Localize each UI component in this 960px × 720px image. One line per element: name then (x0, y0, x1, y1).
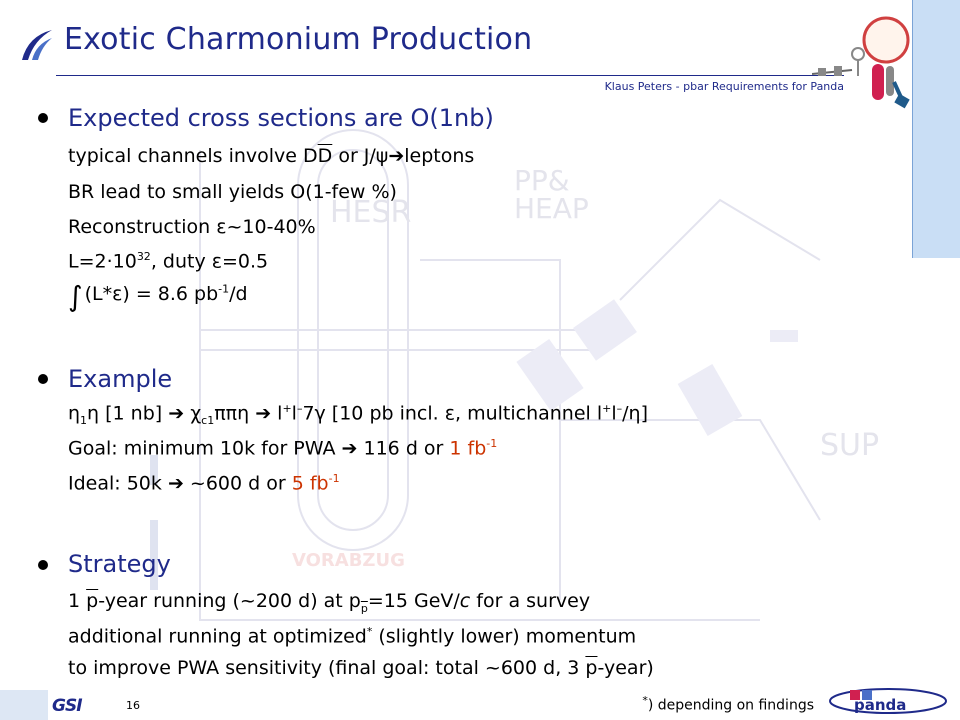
arrow-right-icon: ➔ (341, 437, 358, 460)
title-underline (56, 75, 844, 76)
presenter-caption: Klaus Peters - pbar Requirements for Panda (604, 80, 844, 93)
text-116d: 116 d or (357, 437, 450, 460)
pbar-symbol-2: $\overline{p}$ (585, 657, 598, 679)
plus-sup: + (282, 402, 292, 415)
line-branching-ratio: BR lead to small yields O(1-few %) (68, 181, 397, 203)
label-sup: SUP (820, 428, 880, 463)
text-five-fb: 5 fb (291, 472, 329, 495)
heading-example: Example (68, 365, 173, 393)
text-goal: Goal: minimum 10k for PWA (68, 437, 342, 460)
text-eta: η (68, 402, 81, 425)
label-vorabzug: VORABZUG (292, 550, 405, 571)
text-improve: to improve PWA sensitivity (final goal: total ~600 d, 3 (68, 657, 586, 679)
bullet-marker (38, 113, 48, 123)
label-pp: PP& (514, 164, 570, 197)
text-one: 1 (68, 590, 87, 612)
text-l2: l (291, 402, 297, 425)
line-reconstruction: Reconstruction ε~10-40% (68, 216, 316, 238)
plus-sup-2: + (602, 402, 612, 415)
footnote (642, 694, 814, 714)
pbar-subscript: p (360, 601, 368, 615)
five-fb-exponent: -1 (328, 472, 340, 485)
one-fb-exponent: -1 (486, 437, 498, 450)
text-l: l (271, 402, 283, 425)
text-one-fb: 1 fb (449, 437, 487, 460)
text-600d: ~600 d or (183, 472, 292, 495)
text-lower-momentum: (slightly lower) momentum (372, 625, 637, 648)
line-luminosity (68, 250, 268, 272)
heading-cross-sections: Expected cross sections are O(1nb) (68, 104, 494, 132)
panda-logo (826, 686, 952, 716)
text-c: c (459, 590, 471, 612)
minus-sup: – (296, 402, 303, 415)
text-year-running: -year running (~200 d) at p (98, 590, 361, 612)
dbar-symbol: $\overline{D}$ (317, 145, 333, 167)
arrow-right-icon: ➔ (255, 402, 272, 425)
footnote-star: * (642, 694, 648, 707)
pbar-symbol: $\overline{p}$ (86, 590, 99, 612)
text-or-jpsi: or J/ψ (338, 145, 389, 167)
panda-logo-text: panda (854, 696, 907, 714)
heading-strategy: Strategy (68, 550, 171, 578)
text-chi: χ (184, 402, 202, 425)
line-typical-channels (68, 145, 474, 167)
text-typical-channels: typical channels involve D (68, 145, 318, 167)
integral-icon: ∫ (68, 280, 83, 313)
text-l3: l (611, 402, 617, 425)
text-momentum-value: =15 GeV/ (367, 590, 460, 612)
text-luminosity: L=2·10 (68, 250, 137, 273)
text-leptons: leptons (404, 145, 475, 167)
gsi-logo: GSI (52, 696, 82, 716)
footer-decor-box (0, 690, 48, 720)
label-hesr: HESR (330, 195, 412, 230)
line-decay-chain (68, 402, 648, 427)
footnote-text: ) depending on findings (647, 697, 814, 714)
bullet-marker (38, 374, 48, 384)
line-additional-running (68, 625, 636, 647)
text-year-end: -year) (597, 657, 654, 679)
page-number: 16 (126, 699, 140, 712)
right-decor-stripe (912, 0, 960, 258)
text-duty: , duty ε=0.5 (150, 250, 269, 273)
luminosity-exponent: 32 (136, 250, 151, 263)
line-survey-running (68, 590, 590, 615)
arrow-right-icon: ➔ (167, 472, 184, 495)
arrow-right-icon: ➔ (168, 402, 185, 425)
integrated-exponent: -1 (218, 282, 230, 296)
asterisk-sup: * (366, 625, 373, 638)
text-pipieta: ππη (214, 402, 256, 425)
text-for-survey: for a survey (470, 590, 591, 612)
eta-subscript: 1 (80, 414, 88, 428)
line-ideal (68, 472, 340, 494)
text-per-eta: /η] (622, 402, 648, 425)
panda-mascot-icon (812, 12, 912, 112)
label-heap: HEAP (514, 192, 589, 225)
chi-subscript: c1 (201, 414, 215, 428)
swoosh-logo-icon (18, 28, 56, 62)
text-integrated: (L*ε) = 8.6 pb (84, 283, 219, 305)
minus-sup-2: – (616, 402, 623, 415)
text-one-nb: η [1 nb] (87, 402, 169, 425)
text-seven-gamma: 7γ [10 pb incl. ε, multichannel l (302, 402, 603, 425)
slide-title: Exotic Charmonium Production (64, 22, 533, 57)
line-integrated-luminosity (68, 280, 248, 313)
right-decor-line (912, 0, 913, 258)
bullet-marker (38, 560, 48, 570)
text-ideal: Ideal: 50k (68, 472, 168, 495)
line-improve-pwa (68, 657, 654, 679)
text-additional: additional running at optimized (68, 625, 367, 648)
line-goal (68, 437, 497, 459)
text-per-day: /d (229, 283, 248, 305)
arrow-right-icon: ➔ (388, 145, 405, 167)
